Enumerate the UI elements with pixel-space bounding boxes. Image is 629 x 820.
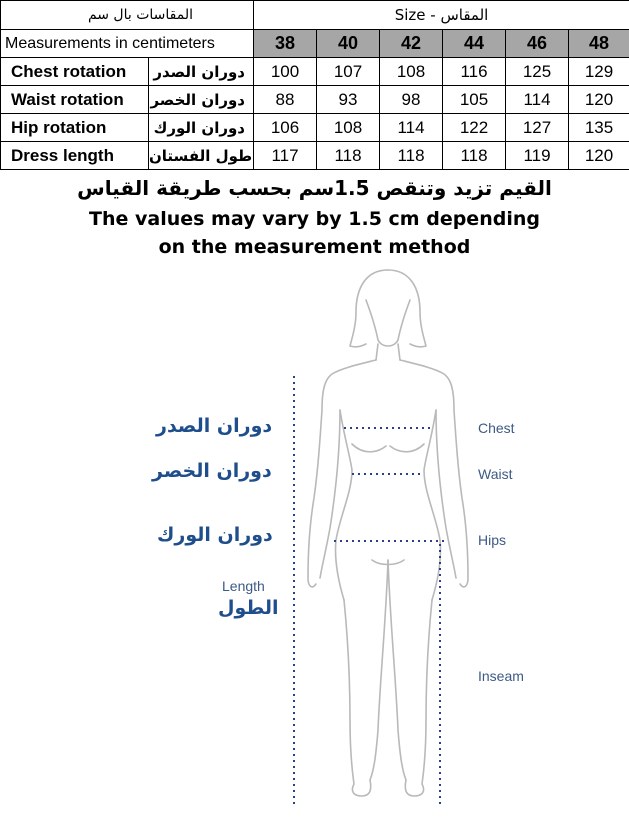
table-cell: 127 xyxy=(506,114,569,142)
table-row xyxy=(1,58,629,86)
table-cell: 119 xyxy=(506,142,569,170)
size-40: 40 xyxy=(317,30,380,58)
units-label-ar: المقاسات بال سم xyxy=(1,1,254,30)
row-label-ar: دوران الصدر xyxy=(149,58,254,86)
table-cell: 117 xyxy=(254,142,317,170)
row-label-en: Waist rotation xyxy=(1,86,149,114)
table-cell: 105 xyxy=(443,86,506,114)
tolerance-note-en-line2: on the measurement method xyxy=(0,233,629,261)
table-cell: 108 xyxy=(380,58,443,86)
tolerance-note-en xyxy=(0,205,629,261)
chest-label-ar: دوران الصدر xyxy=(156,415,272,437)
table-cell: 135 xyxy=(569,114,629,142)
units-label-en: Measurements in centimeters xyxy=(1,30,254,58)
table-title-row xyxy=(1,1,629,30)
table-row xyxy=(1,114,629,142)
table-cell: 114 xyxy=(380,114,443,142)
row-label-ar: طول الفستان xyxy=(149,142,254,170)
row-label-ar: دوران الورك xyxy=(149,114,254,142)
table-cell: 88 xyxy=(254,86,317,114)
waist-label-ar: دوران الخصر xyxy=(152,460,272,482)
inseam-label-en: Inseam xyxy=(478,668,524,684)
table-row xyxy=(1,142,629,170)
table-cell: 125 xyxy=(506,58,569,86)
size-42: 42 xyxy=(380,30,443,58)
table-cell: 106 xyxy=(254,114,317,142)
row-label-en: Hip rotation xyxy=(1,114,149,142)
size-column-header: Size - المقاس xyxy=(254,1,629,30)
body-outline-illustration xyxy=(0,260,629,816)
table-cell: 100 xyxy=(254,58,317,86)
row-label-ar: دوران الخصر xyxy=(149,86,254,114)
hips-label-en: Hips xyxy=(478,532,506,548)
table-cell: 108 xyxy=(317,114,380,142)
size-header-row xyxy=(1,30,629,58)
length-label-en: Length xyxy=(222,578,265,594)
table-cell: 120 xyxy=(569,86,629,114)
measurement-guides xyxy=(294,376,444,805)
table-row xyxy=(1,86,629,114)
table-cell: 93 xyxy=(317,86,380,114)
chest-label-en: Chest xyxy=(478,420,515,436)
row-label-en: Dress length xyxy=(1,142,149,170)
table-cell: 118 xyxy=(380,142,443,170)
body-outline xyxy=(308,270,468,796)
size-38: 38 xyxy=(254,30,317,58)
row-label-en: Chest rotation xyxy=(1,58,149,86)
table-cell: 120 xyxy=(569,142,629,170)
table-cell: 116 xyxy=(443,58,506,86)
size-48: 48 xyxy=(569,30,629,58)
hips-label-ar: دوران الورك xyxy=(157,524,273,546)
tolerance-note-ar: القيم تزيد وتنقص 1.5سم بحسب طريقة القياس xyxy=(0,176,629,200)
size-44: 44 xyxy=(443,30,506,58)
measurement-figure xyxy=(0,260,629,816)
size-chart-table xyxy=(0,0,629,170)
table-cell: 118 xyxy=(317,142,380,170)
tolerance-note-en-line1: The values may vary by 1.5 cm depending xyxy=(0,205,629,233)
table-cell: 129 xyxy=(569,58,629,86)
length-label-ar: الطول xyxy=(218,597,279,619)
size-46: 46 xyxy=(506,30,569,58)
table-cell: 118 xyxy=(443,142,506,170)
table-cell: 122 xyxy=(443,114,506,142)
table-cell: 98 xyxy=(380,86,443,114)
table-cell: 114 xyxy=(506,86,569,114)
waist-label-en: Waist xyxy=(478,466,512,482)
table-cell: 107 xyxy=(317,58,380,86)
